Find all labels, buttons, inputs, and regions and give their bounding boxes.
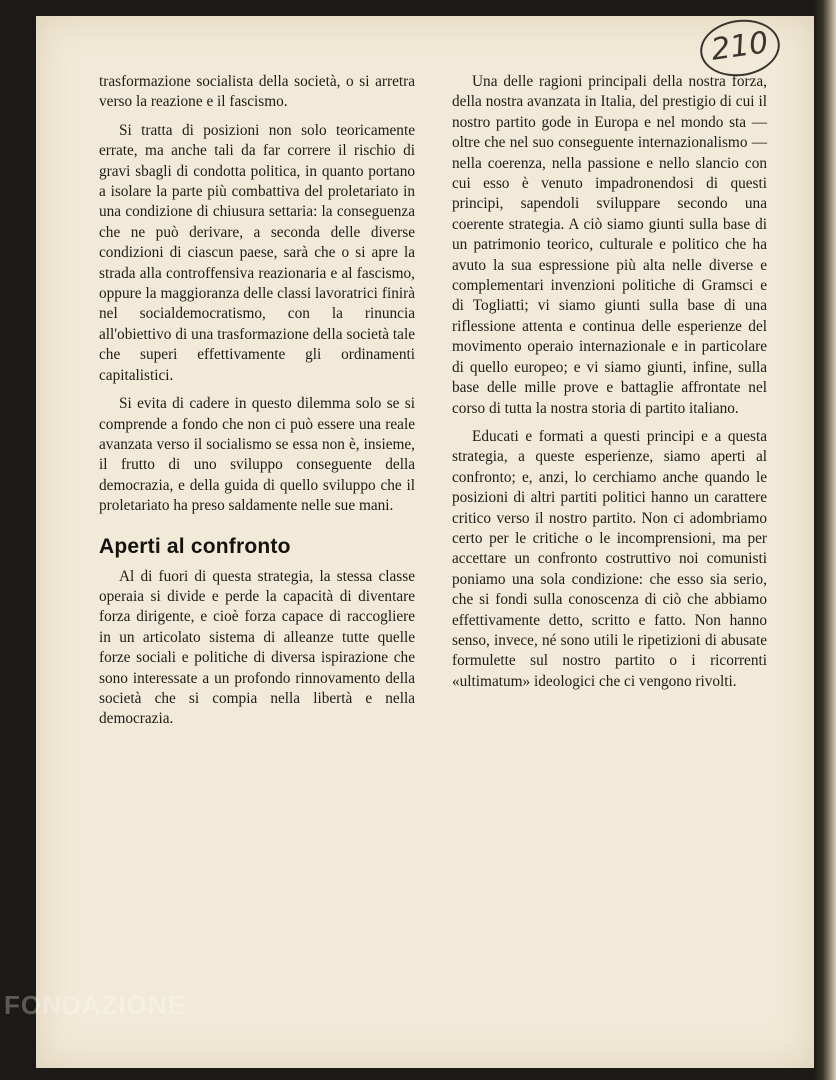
paragraph: Si tratta di posizioni non solo teoricamente errate, ma anche tali da far correre il rischio di gravi sbagli di condotta politica, in quanto portano a isolare la parte più combattiva del proletariato in una condizione di chiusura settaria: la conseguenza che ne può derivare, a seconda delle diverse condizioni di ciascun paese, sarà che o si apre la strada alla controffensiva reazionaria e al fascismo, oppure la maggioranza delle classi lavoratrici finirà nel socialdemocratismo, con la rinuncia all'obiettivo di una trasformazione della società tale che superi effettivamente gli ordinamenti capitalistici.: [99, 121, 415, 384]
paragraph: Una delle ragioni principali della nostra forza, della nostra avanzata in Italia, del prestigio di cui il nostro partito gode in Europa e nel mondo sta — oltre che nel suo conseguente internazionalismo — nella coerenza, nella passione e nello slancio con cui esso è venuto impadronendosi di questi principi, sapendoli sviluppare secondo una coerente strategia. A ciò siamo giunti sulla base di un patrimonio teorico, culturale e politico che ha avuto la sua espressione più alta nelle diverse e complementari invenzioni politiche di Gramsci e di Togliatti; vi siamo giunti sulla base di una riflessione attenta e continua delle esperienze del movimento operaio internazionale e in particolare di quello europeo; e vi siamo giunti, infine, sulla base delle mille prove e battaglie affrontate nel corso di tutta la nostra storia di partito italiano.: [452, 73, 767, 417]
left-column: [99, 72, 415, 738]
section-heading: Aperti al confronto: [99, 534, 291, 558]
scan-edge: [814, 0, 836, 1080]
page-number-stamp: 210: [696, 15, 783, 82]
paragraph: trasformazione socialista della società, o si arretra verso la reazione e il fascismo.: [99, 73, 415, 111]
paragraph: Si evita di cadere in questo dilemma solo se si comprende a fondo che non ci può essere una reale avanzata verso il socialismo se essa non è, insieme, il frutto di uno sviluppo conseguente della democrazia, e della guida di quello sviluppo che il proletariato ha preso saldamente nelle sue mani.: [99, 395, 415, 515]
right-column: [452, 72, 767, 700]
watermark: FONDAZIONE: [4, 990, 186, 1020]
paragraph: Educati e formati a questi principi e a questa strategia, a queste esperienze, siamo aperti al confronto; e, anzi, lo cerchiamo anche quando le posizioni di altri partiti politici hanno un carattere critico verso il nostro partito. Non ci adombriamo certo per le critiche o le incomprensioni, ma per accettare un confronto costruttivo noi comunisti poniamo una sola condizione: che esso sia serio, che si fondi sulla conoscenza di ciò che abbiamo effettivamente detto, scritto e fatto. Non hanno senso, invece, né sono utili le ripetizioni di abusate formulette sul nostro partito o i ricorrenti «ultimatum» ideologici che ci vengono rivolti.: [452, 427, 767, 690]
paragraph: Al di fuori di questa strategia, la stessa classe operaia si divide e perde la capacità di diventare forza dirigente, e cioè forza capace di raccogliere in un articolato sistema di alleanze tutte quelle forze sociali e politiche di diversa ispirazione che sono interessate a un profondo rinnovamento della società che si compia nella libertà e nella democrazia.: [99, 567, 415, 728]
